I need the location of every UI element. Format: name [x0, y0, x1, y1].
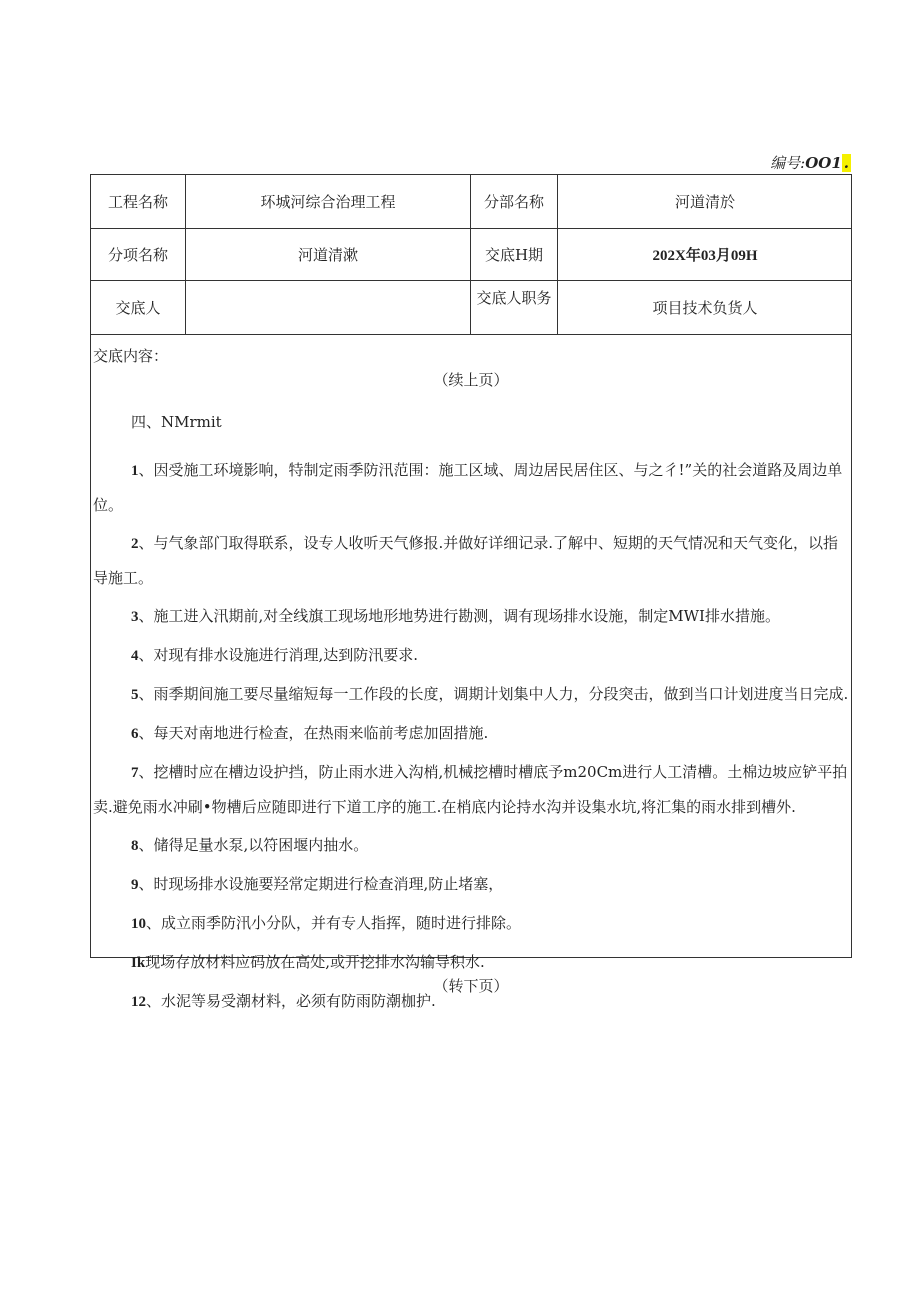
item-text: 、与气象部门取得联系，设专人收听天气修报.并做好详细记录.了解中、短期的天气情况和天气变化，以指导施工。 [93, 534, 839, 587]
item-text: 、水泥等易受潮材料，必须有防雨防潮枷护. [146, 992, 436, 1010]
item-text: 、雨季期间施工要尽量缩短每一工作段的长度，调期计划集中人力，分段突击，做到当口计划进度当日完成. [138, 685, 849, 703]
item-number: 3 [131, 609, 139, 625]
subitem-name-value: 河道清漱 [186, 229, 471, 280]
header-row-subitem [91, 229, 851, 281]
document-number [770, 152, 851, 173]
list-item [91, 755, 851, 824]
list-item [91, 716, 851, 751]
item-text: 、时现场排水设施要羟常定期进行检查消理,防止堵塞， [138, 875, 504, 893]
list-item [91, 677, 851, 712]
disclosure-date-value: 202X年03月09H [652, 248, 758, 264]
section-title-text: 四、NMrmit [131, 413, 222, 431]
item-number: 9 [131, 877, 139, 893]
header-row-project [91, 175, 851, 229]
item-text: 、储得足量水泵,以符困堰内抽水。 [138, 836, 369, 854]
item-text: 、成立雨季防汛小分队，并有专人指挥，随时进行排除。 [146, 914, 522, 932]
division-name-value: 河道清於 [674, 193, 735, 211]
subitem-name-label: 分项名称 [91, 229, 186, 280]
header-row-discloser [91, 281, 851, 335]
document-number-highlight: . [843, 154, 849, 172]
list-item [91, 599, 851, 634]
list-item [91, 453, 851, 522]
project-name-value: 环城河综合治理工程 [186, 175, 471, 228]
item-text: 、每天对南地进行检查，在热雨来临前考虑加固措施. [138, 724, 489, 742]
item-number: 5 [131, 687, 139, 703]
item-number: 2 [131, 536, 139, 552]
division-name-label: 分部名称 [471, 175, 558, 228]
item-text: 现场存放材料应码放在高处,或开挖排水沟输导积水. [145, 953, 485, 971]
list-item [91, 867, 851, 902]
item-number: 10 [131, 916, 146, 932]
document-number-label: 编号: [770, 154, 806, 172]
list-item [91, 526, 851, 595]
discloser-value [186, 281, 471, 334]
project-name-label: 工程名称 [91, 175, 186, 228]
continued-from-note: （续上页） [433, 371, 509, 389]
content-label: 交底内容： [93, 347, 169, 365]
item-number: 4 [131, 648, 139, 664]
list-item [91, 638, 851, 673]
discloser-label: 交底人 [91, 281, 186, 334]
item-number: 7 [131, 765, 139, 781]
item-number: 1 [131, 463, 139, 479]
item-number: 12 [131, 994, 146, 1010]
item-text: 、对现有排水设施进行消理,达到防汛要求. [138, 646, 419, 664]
discloser-position-value: 项目技术负货人 [652, 299, 758, 317]
item-list [91, 453, 851, 1023]
discloser-position-label: 交底人职务 [471, 281, 558, 334]
list-item [91, 906, 851, 941]
disclosure-date-label: 交底H期 [471, 229, 558, 280]
disclosure-sheet [90, 174, 852, 1010]
item-text: 、因受施工环境影响，特制定雨季防汛范围：施工区域、周边居民居住区、与之彳!”关的社会道路及周边单位。 [93, 461, 843, 514]
item-number: Ik [131, 955, 146, 971]
section-title [131, 411, 222, 432]
list-item [91, 828, 851, 863]
item-text: 、施工进入汛期前,对全线旗工现场地形地势进行勘测，调有现场排水设施，制定MWI排水措施。 [138, 607, 780, 625]
item-number: 8 [131, 838, 139, 854]
item-number: 6 [131, 726, 139, 742]
item-text: 、挖槽时应在槽边设护挡，防止雨水进入沟梢,机械挖槽时槽底予m20Cm进行人工清槽。土棉边坡应铲平拍卖.避免雨水冲刷•物槽后应随即进行下道工序的施工.在梢底内论持水沟并设集水坑,将汇集的雨水排到槽外. [93, 763, 848, 816]
document-number-value: OO1 [805, 154, 842, 172]
continued-to-note: （转下页） [433, 977, 509, 995]
